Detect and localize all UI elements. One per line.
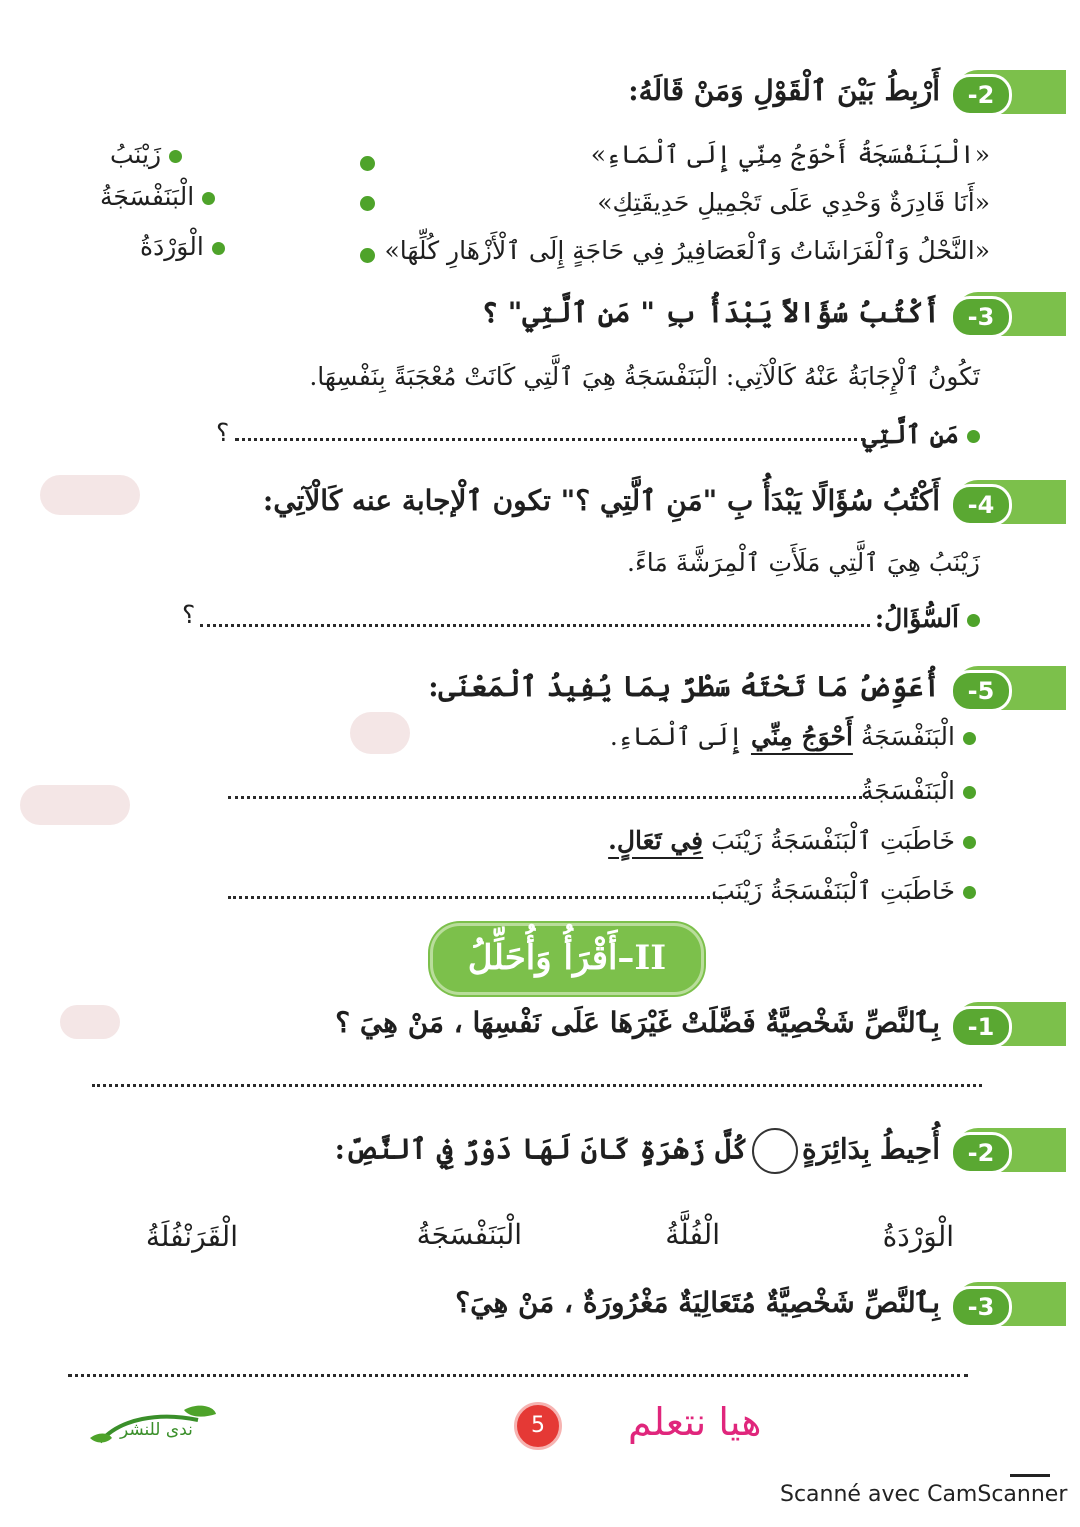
match-dot-left[interactable]	[360, 196, 375, 211]
quote-2: «أَنَا قَادِرَةٌ وَحْدِي عَلَى تَجْمِيلِ حَدِيقَتِكِ»	[597, 188, 990, 217]
quote-3: «النَّحْلُ وَٱلْفَرَاشَاتُ وَٱلْعَصَافِيرُ فِي حَاجَةٍ إِلَى ٱلْأَزْهَارِ كُلِّهَا»	[384, 236, 990, 265]
q5-answer-2[interactable]: خَاطَبَتِ ٱلْبَنَفْسَجَةُ زَيْنَبَ	[711, 876, 976, 905]
publisher-name: ندى للنشر	[120, 1420, 193, 1440]
question-badge: -3	[956, 1282, 1066, 1326]
bleed-through	[60, 1005, 120, 1039]
question-badge: -4	[956, 480, 1066, 524]
flower-option[interactable]: الْفُلَّةُ	[665, 1218, 720, 1251]
q4-statement: زَيْنَبُ هِيَ ٱلَّتِي مَلَأَتِ ٱلْمِرَشَّةَ مَاءً.	[627, 548, 980, 577]
answer-dots[interactable]	[228, 896, 728, 899]
flower-option[interactable]: الْقَرَنْفُلَةُ	[145, 1220, 238, 1253]
answer-dots[interactable]	[228, 796, 868, 799]
q5-sentence-2: خَاطَبَتِ ٱلْبَنَفْسَجَةُ زَيْنَبَ فِي تَعَالٍ.	[608, 826, 976, 855]
bleed-through	[40, 475, 140, 515]
answer-dots[interactable]	[68, 1374, 968, 1377]
q2-title: أَرْبِطُ بَيْنَ ٱلْقَوْلِ وَمَنْ قَالَهُ:	[628, 74, 940, 107]
answer-dots[interactable]	[235, 438, 865, 441]
page-number: 5	[514, 1402, 562, 1450]
question-mark: ؟	[216, 418, 230, 447]
question-badge: -5	[956, 666, 1066, 710]
bleed-through	[20, 785, 130, 825]
scanner-mark	[1010, 1474, 1050, 1477]
q3-statement: تَكُونُ ٱلْإِجَابَةُ عَنْهُ كَالْآتِي: الْبَنَفْسَجَةُ هِيَ ٱلَّتِي كَانَتْ مُعْجَبَةً بِنَفْسِهَا.	[309, 362, 980, 391]
q5-answer-1[interactable]: الْبَنَفْسَجَةُ	[861, 776, 976, 805]
circle-icon	[752, 1128, 798, 1174]
q3-answer-line[interactable]: مَنِ ٱلَّتِي	[862, 420, 980, 449]
question-mark: ؟	[182, 600, 196, 629]
q5-title: أُعَوِّضُ مَا تَحْتَهُ سَطْرٌ بِمَا يُفِيدُ ٱلْمَعْنَى:	[428, 670, 940, 703]
quote-1: «الْبَنَفْسَجَةُ أَحْوَجُ مِنِّي إِلَى ٱلْمَاءِ»	[590, 140, 990, 169]
name-item: الْوَرْدَةُ	[140, 232, 225, 261]
q3-title: أَكْتُبُ سُؤَالاً يَبْدَأُ بِ " مَنِ ٱلَّتِي" ؟	[481, 296, 940, 329]
match-dot-right[interactable]	[202, 192, 215, 205]
q5-sentence-1: الْبَنَفْسَجَةُ أَحْوَجُ مِنِّي إِلَى ٱلْمَاءِ.	[610, 722, 976, 751]
match-dot-left[interactable]	[360, 248, 375, 263]
q4-answer-line[interactable]: اَلسُّؤَالُ:	[875, 604, 980, 633]
r2-title: أُحِيطُ بِدَائِرَةٍكُلَّ زَهْرَةٍ كَانَ لَهَا دَوْرٌ فِي ٱلنَّصِّ:	[335, 1128, 940, 1174]
question-badge: -3	[956, 292, 1066, 336]
name-item: الْبَنَفْسَجَةُ	[100, 182, 215, 211]
bleed-through	[350, 712, 410, 754]
flower-option[interactable]: الْبَنَفْسَجَةُ	[416, 1218, 522, 1251]
scanner-watermark: Scanné avec CamScanner	[780, 1482, 1068, 1507]
match-dot-right[interactable]	[212, 242, 225, 255]
match-dot-right[interactable]	[169, 150, 182, 163]
r3-title: بِٱلنَّصِّ شَخْصِيَّةٌ مُتَعَالِيَةٌ مَغْرُورَةٌ ، مَنْ هِيَ؟	[455, 1286, 940, 1319]
match-dot-left[interactable]	[360, 156, 375, 171]
answer-dots[interactable]	[92, 1084, 982, 1087]
answer-dots[interactable]	[200, 624, 870, 627]
question-badge: -1	[956, 1002, 1066, 1046]
name-item: زَيْنَبُ	[110, 140, 182, 169]
q4-title: أَكْتُبُ سُؤَالًا يَبْدَأُ بِ "مَنِ ٱلَّتِي ؟" تكون ٱلْإجابة عنه كَالْآتِي:	[262, 484, 940, 517]
section-heading: II–أَقْرَأُ وَأُحَلِّلُ	[430, 923, 704, 995]
question-badge: -2	[956, 1128, 1066, 1172]
question-badge: -2	[956, 70, 1066, 114]
footer-slogan: هيا نتعلم	[628, 1400, 762, 1444]
flower-option[interactable]: الْوَرْدَةُ	[882, 1220, 954, 1253]
r1-title: بِٱلنَّصِّ شَخْصِيَّةٌ فَضَّلَتْ غَيْرَهَا عَلَى نَفْسِهَا ، مَنْ هِيَ ؟	[335, 1006, 940, 1039]
